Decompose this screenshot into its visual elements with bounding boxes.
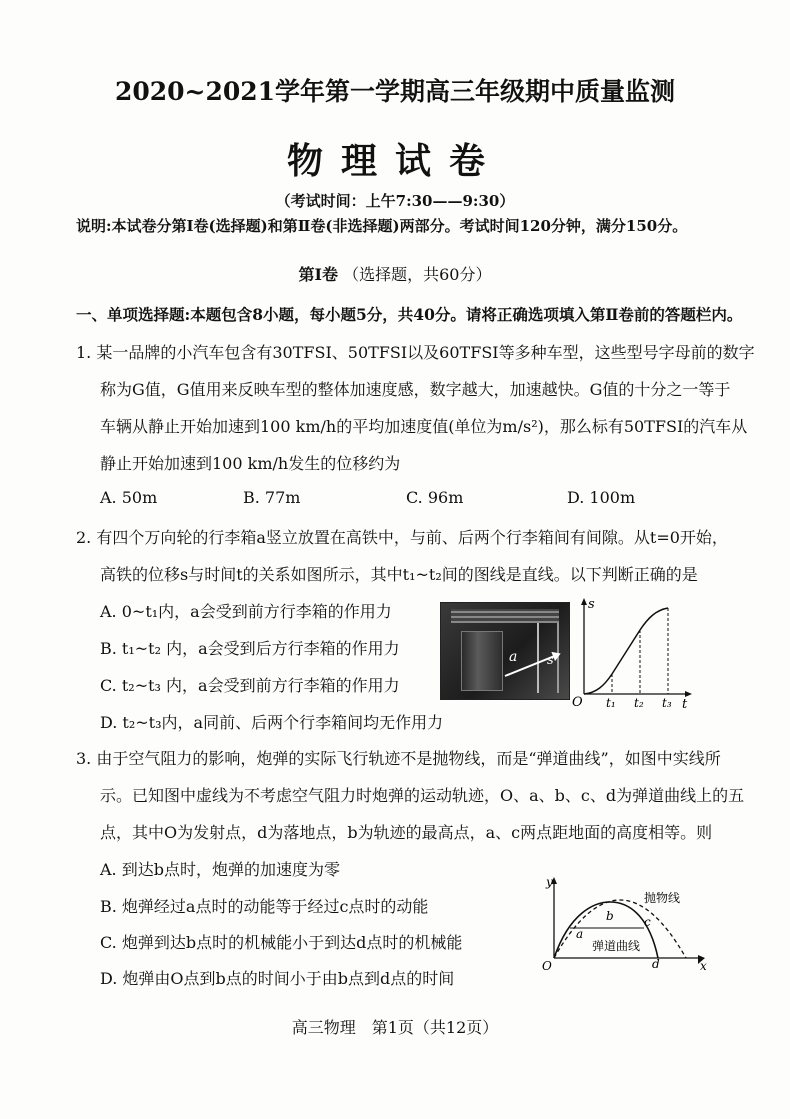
s-axis-label: s bbox=[588, 597, 595, 612]
q1-option-c: C. 96m bbox=[406, 488, 464, 507]
point-c-label: c bbox=[644, 915, 651, 929]
luggage-rack bbox=[451, 609, 559, 623]
s-axis-arrow bbox=[581, 598, 587, 605]
t2-label: t₂ bbox=[634, 696, 644, 708]
point-a-label: a bbox=[576, 927, 584, 941]
trajectory-graph bbox=[540, 872, 710, 972]
q1-line: 称为G值，G值用来反映车型的整体加速度感，数字越大，加速越快。G值的十分之一等于 bbox=[100, 380, 731, 399]
x-axis-label: x bbox=[700, 959, 707, 972]
suitcase bbox=[461, 631, 503, 691]
part1-subtitle: （选择题，共60分） bbox=[343, 265, 492, 284]
q3-option-d: D. 炮弹由O点到b点的时间小于由b点到d点的时间 bbox=[100, 969, 455, 988]
q3-line: 示。已知图中虚线为不考虑空气阻力时炮弹的运动轨迹，O、a、b、c、d为弹道曲线上的五 bbox=[100, 786, 745, 805]
q2-option-a: A. 0~t₁内，a会受到前方行李箱的作用力 bbox=[100, 602, 392, 621]
q1-line: 1. 某一品牌的小汽车包含有30TFSI、50TFSI以及60TFSI等多种车型，这些型号字母前的数字 bbox=[76, 343, 755, 362]
q2-option-b: B. t₁~t₂ 内，a会受到后方行李箱的作用力 bbox=[100, 639, 400, 658]
q1-option-b: B. 77m bbox=[243, 488, 301, 507]
q2-line: 2. 有四个万向轮的行李箱a竖立放置在高铁中，与前、后两个行李箱间有间隙。从t=0开始， bbox=[76, 528, 728, 547]
part1-title: 第Ⅰ卷 bbox=[298, 265, 339, 284]
luggage-photo bbox=[440, 602, 570, 700]
exam-note: 说明:本试卷分第Ⅰ卷(选择题)和第Ⅱ卷(非选择题)两部分。考试时间120分钟，满分150分。 bbox=[76, 217, 688, 235]
q2-line: 高铁的位移s与时间t的关系如图所示，其中t₁~t₂间的图线是直线。以下判断正确的是 bbox=[100, 565, 698, 584]
q1-option-a: A. 50m bbox=[100, 488, 158, 507]
q2-option-d: D. t₂~t₃内，a同前、后两个行李箱间均无作用力 bbox=[100, 713, 444, 732]
parabola-label: 抛物线 bbox=[644, 891, 681, 905]
subject-title: 物理试卷 bbox=[286, 140, 503, 182]
t-axis-label: t bbox=[682, 697, 688, 708]
exam-time: （考试时间：上午7:30——9:30） bbox=[275, 192, 515, 210]
s-t-curve bbox=[584, 608, 668, 694]
point-b-label: b bbox=[606, 909, 614, 923]
q1-line: 车辆从静止开始加速到100 km/h的平均加速度值(单位为m/s²)，那么标有50TFSI的汽车从 bbox=[100, 417, 748, 436]
exam-title: 2020~2021学年第一学期高三年级期中质量监测 bbox=[114, 77, 676, 106]
q1-option-d: D. 100m bbox=[567, 488, 636, 507]
t3-label: t₃ bbox=[662, 696, 672, 708]
part1-heading bbox=[0, 262, 790, 285]
suitcase-label: a bbox=[509, 649, 518, 665]
q3-line: 点，其中O为发射点，d为落地点，b为轨迹的最高点，a、c两点距地面的高度相等。则 bbox=[100, 823, 713, 842]
q3-option-a: A. 到达b点时，炮弹的加速度为零 bbox=[100, 860, 340, 879]
displacement-label: s bbox=[547, 653, 554, 668]
section1-instruction: 一、单项选择题:本题包含8小题，每小题5分，共40分。请将正确选项填入第Ⅱ卷前的答题栏内。 bbox=[76, 305, 743, 324]
q3-option-c: C. 炮弹到达b点时的机械能小于到达d点时的机械能 bbox=[100, 933, 463, 952]
t1-label: t₁ bbox=[606, 696, 616, 708]
q3-line: 3. 由于空气阻力的影响，炮弹的实际飞行轨迹不是抛物线，而是“弹道曲线”，如图中实线所 bbox=[76, 749, 721, 768]
graph-origin-label: O bbox=[572, 695, 583, 708]
traj-origin-label: O bbox=[542, 959, 552, 972]
ballistic-label: 弹道曲线 bbox=[592, 939, 641, 953]
q1-line: 静止开始加速到100 km/h发生的位移约为 bbox=[100, 454, 401, 473]
q2-option-c: C. t₂~t₃ 内，a会受到前方行李箱的作用力 bbox=[100, 676, 400, 695]
q3-option-b: B. 炮弹经过a点时的动能等于经过c点时的动能 bbox=[100, 897, 429, 916]
y-axis-label: y bbox=[546, 875, 553, 889]
page-footer: 高三物理 第1页（共12页） bbox=[291, 1018, 499, 1037]
displacement-time-graph bbox=[568, 596, 694, 708]
point-d-label: d bbox=[652, 957, 660, 971]
